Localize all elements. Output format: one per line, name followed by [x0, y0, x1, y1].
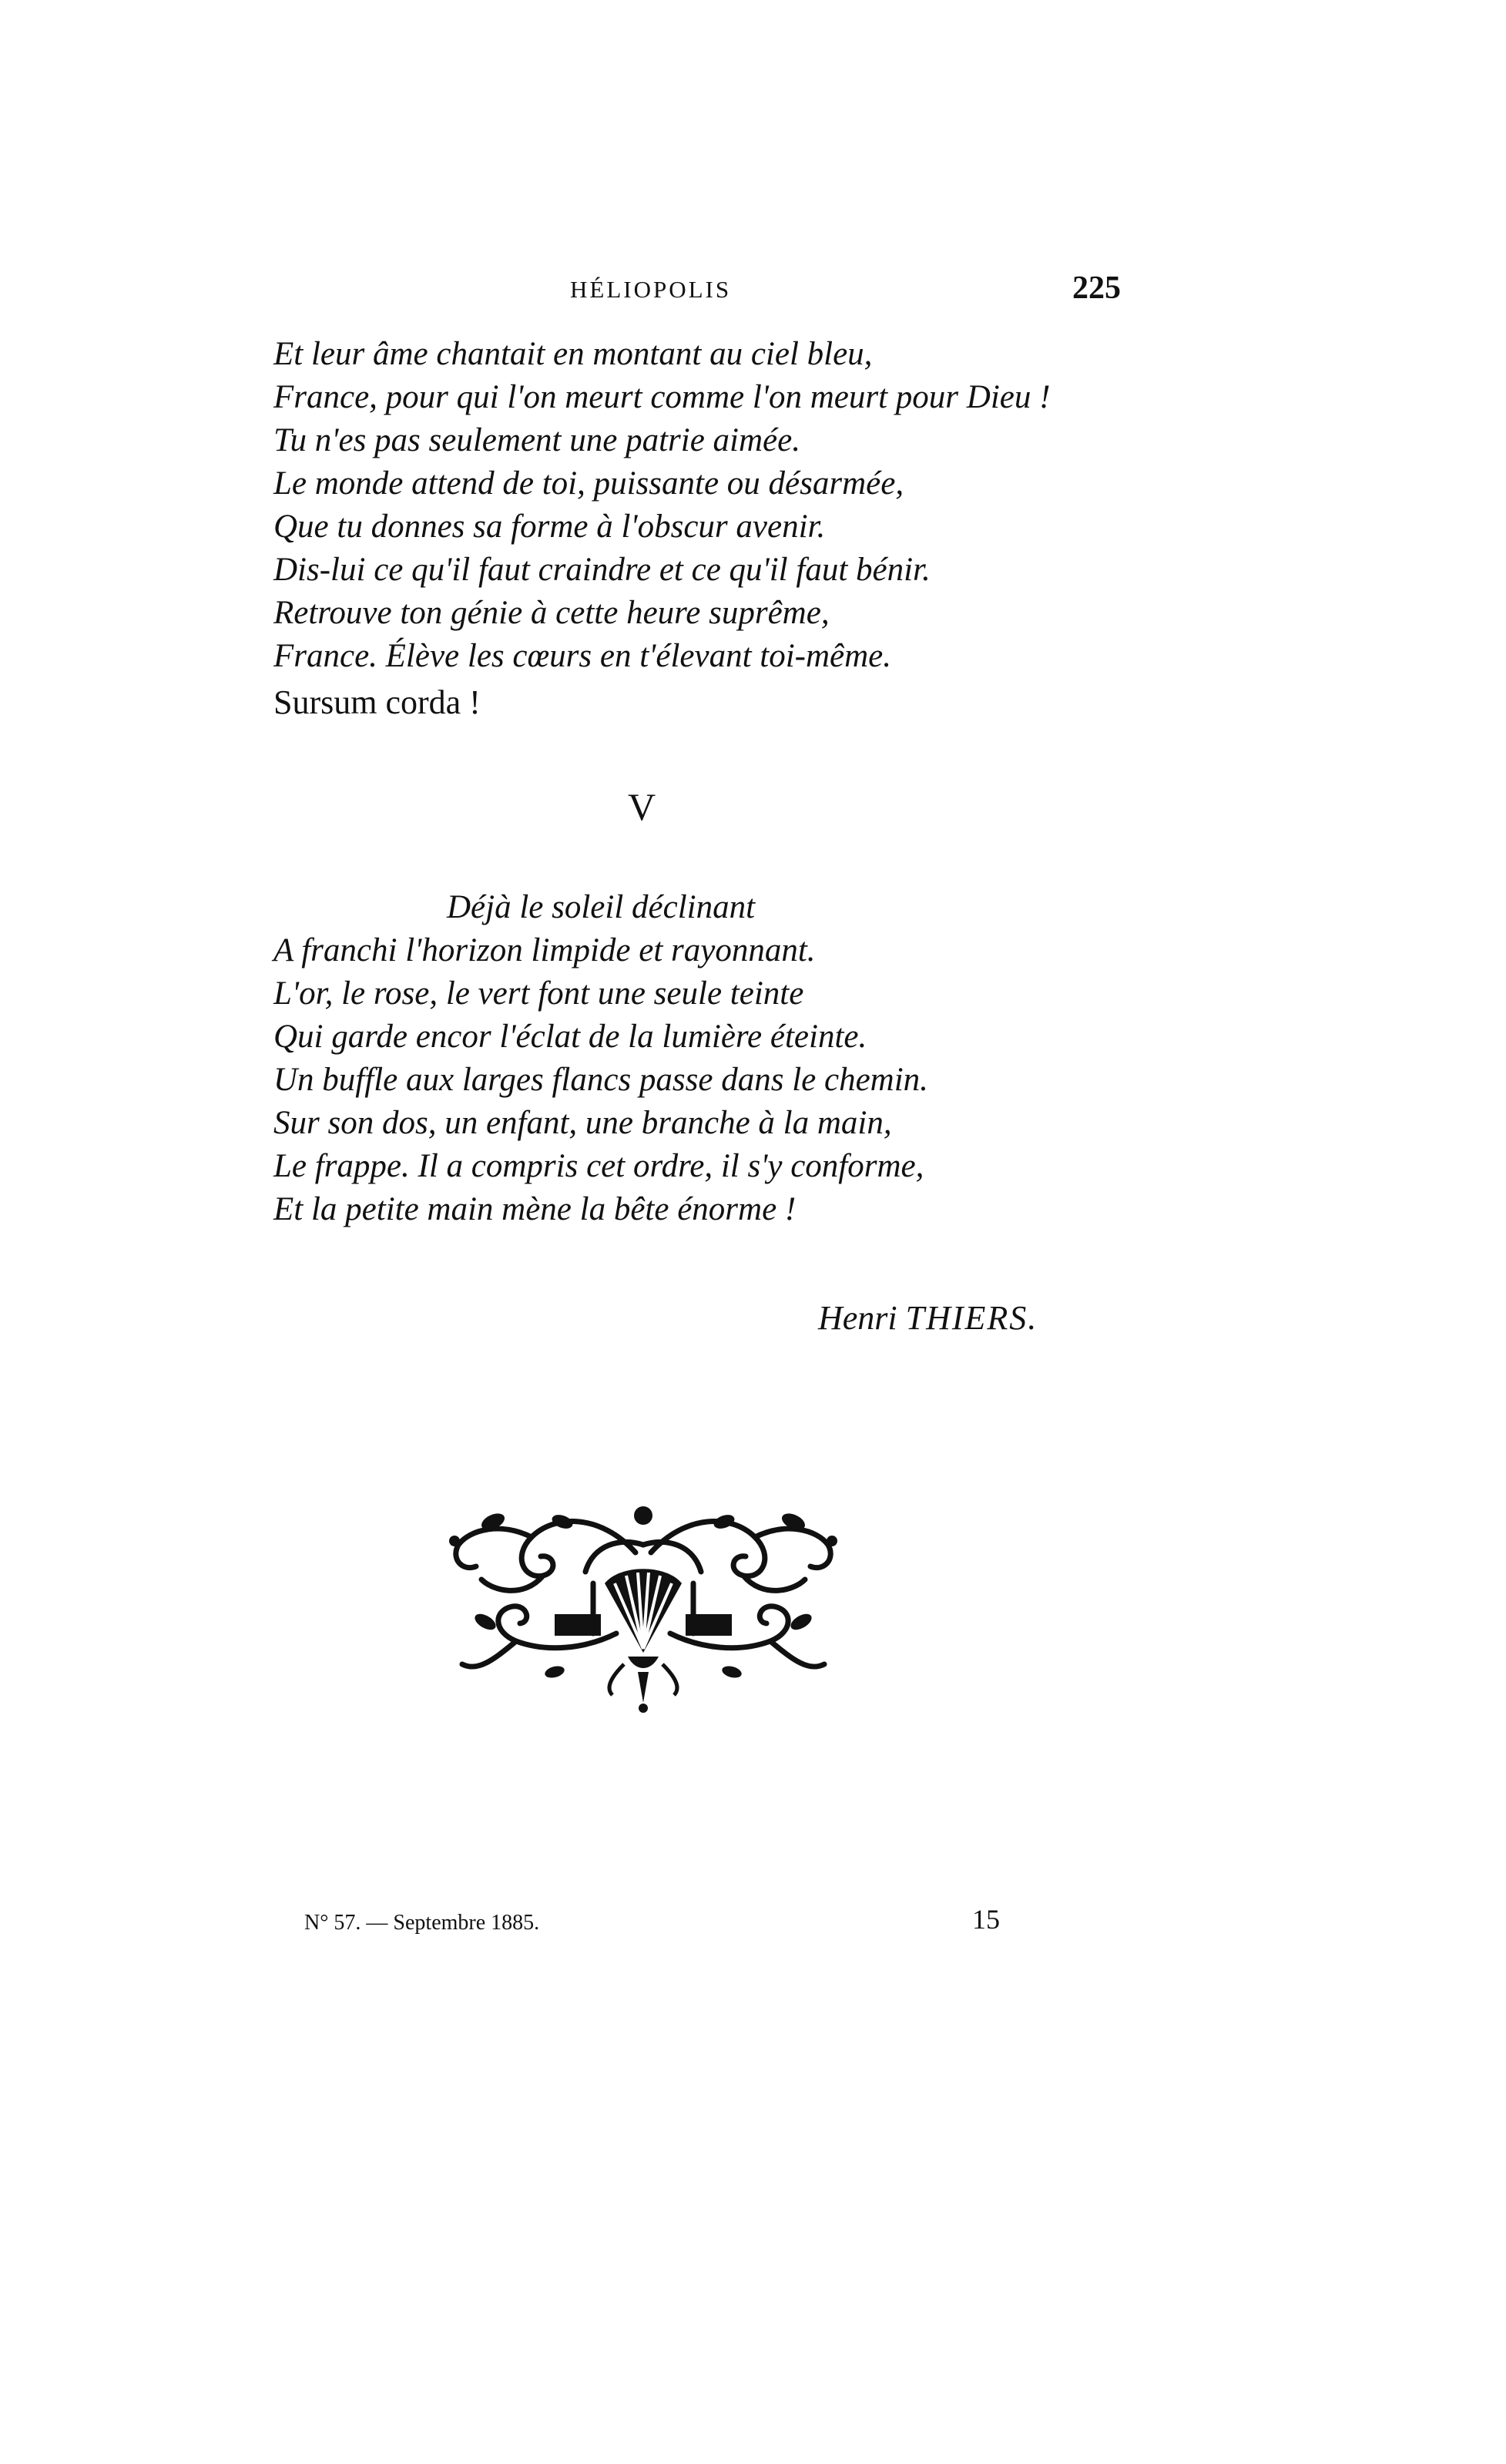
page-number: 225 — [1072, 270, 1121, 306]
poem-stanza-1 — [273, 333, 1121, 724]
ornamental-vignette-icon — [439, 1499, 847, 1718]
issue-line: N° 57. — Septembre 1885. — [304, 1911, 540, 1935]
poem-stanza-2 — [273, 886, 1121, 1231]
verse-line: Le monde attend de toi, puissante ou désarmée, — [273, 465, 904, 502]
verse-line: A franchi l'horizon limpide et rayonnant. — [273, 932, 816, 968]
verse-line: Sur son dos, un enfant, une branche à la main, — [273, 1105, 892, 1141]
author-first-name: Henri — [818, 1299, 897, 1337]
verse-line: Qui garde encor l'éclat de la lumière éteinte. — [273, 1019, 867, 1055]
author-signature — [818, 1298, 1038, 1338]
verse-line: Tu n'es pas seulement une patrie aimée. — [273, 422, 800, 458]
verse-line: Que tu donnes sa forme à l'obscur avenir. — [273, 509, 826, 545]
verse-line: Déjà le soleil déclinant — [447, 889, 756, 925]
author-surname: THIERS. — [905, 1299, 1038, 1337]
verse-line: France, pour qui l'on meurt comme l'on meurt pour Dieu ! — [273, 379, 1051, 415]
verse-line: Un buffle aux larges flancs passe dans le chemin. — [273, 1062, 928, 1098]
signature-sheet-number: 15 — [972, 1904, 1000, 1935]
verse-line: Et leur âme chantait en montant au ciel bleu, — [273, 336, 873, 372]
running-title: HÉLIOPOLIS — [570, 276, 732, 303]
verse-line: France. Élève les cœurs en t'élevant toi-même. — [273, 638, 892, 674]
verse-line: Dis-lui ce qu'il faut craindre et ce qu'il faut bénir. — [273, 552, 931, 588]
verse-line-refrain: Sursum corda ! — [273, 683, 481, 721]
verse-line: Le frappe. Il a compris cet ordre, il s'y conforme, — [273, 1148, 924, 1184]
verse-line: L'or, le rose, le vert font une seule teinte — [273, 975, 804, 1012]
verse-line: Et la petite main mène la bête énorme ! — [273, 1191, 797, 1227]
verse-line: Retrouve ton génie à cette heure suprême, — [273, 595, 830, 631]
section-numeral: V — [628, 785, 656, 828]
